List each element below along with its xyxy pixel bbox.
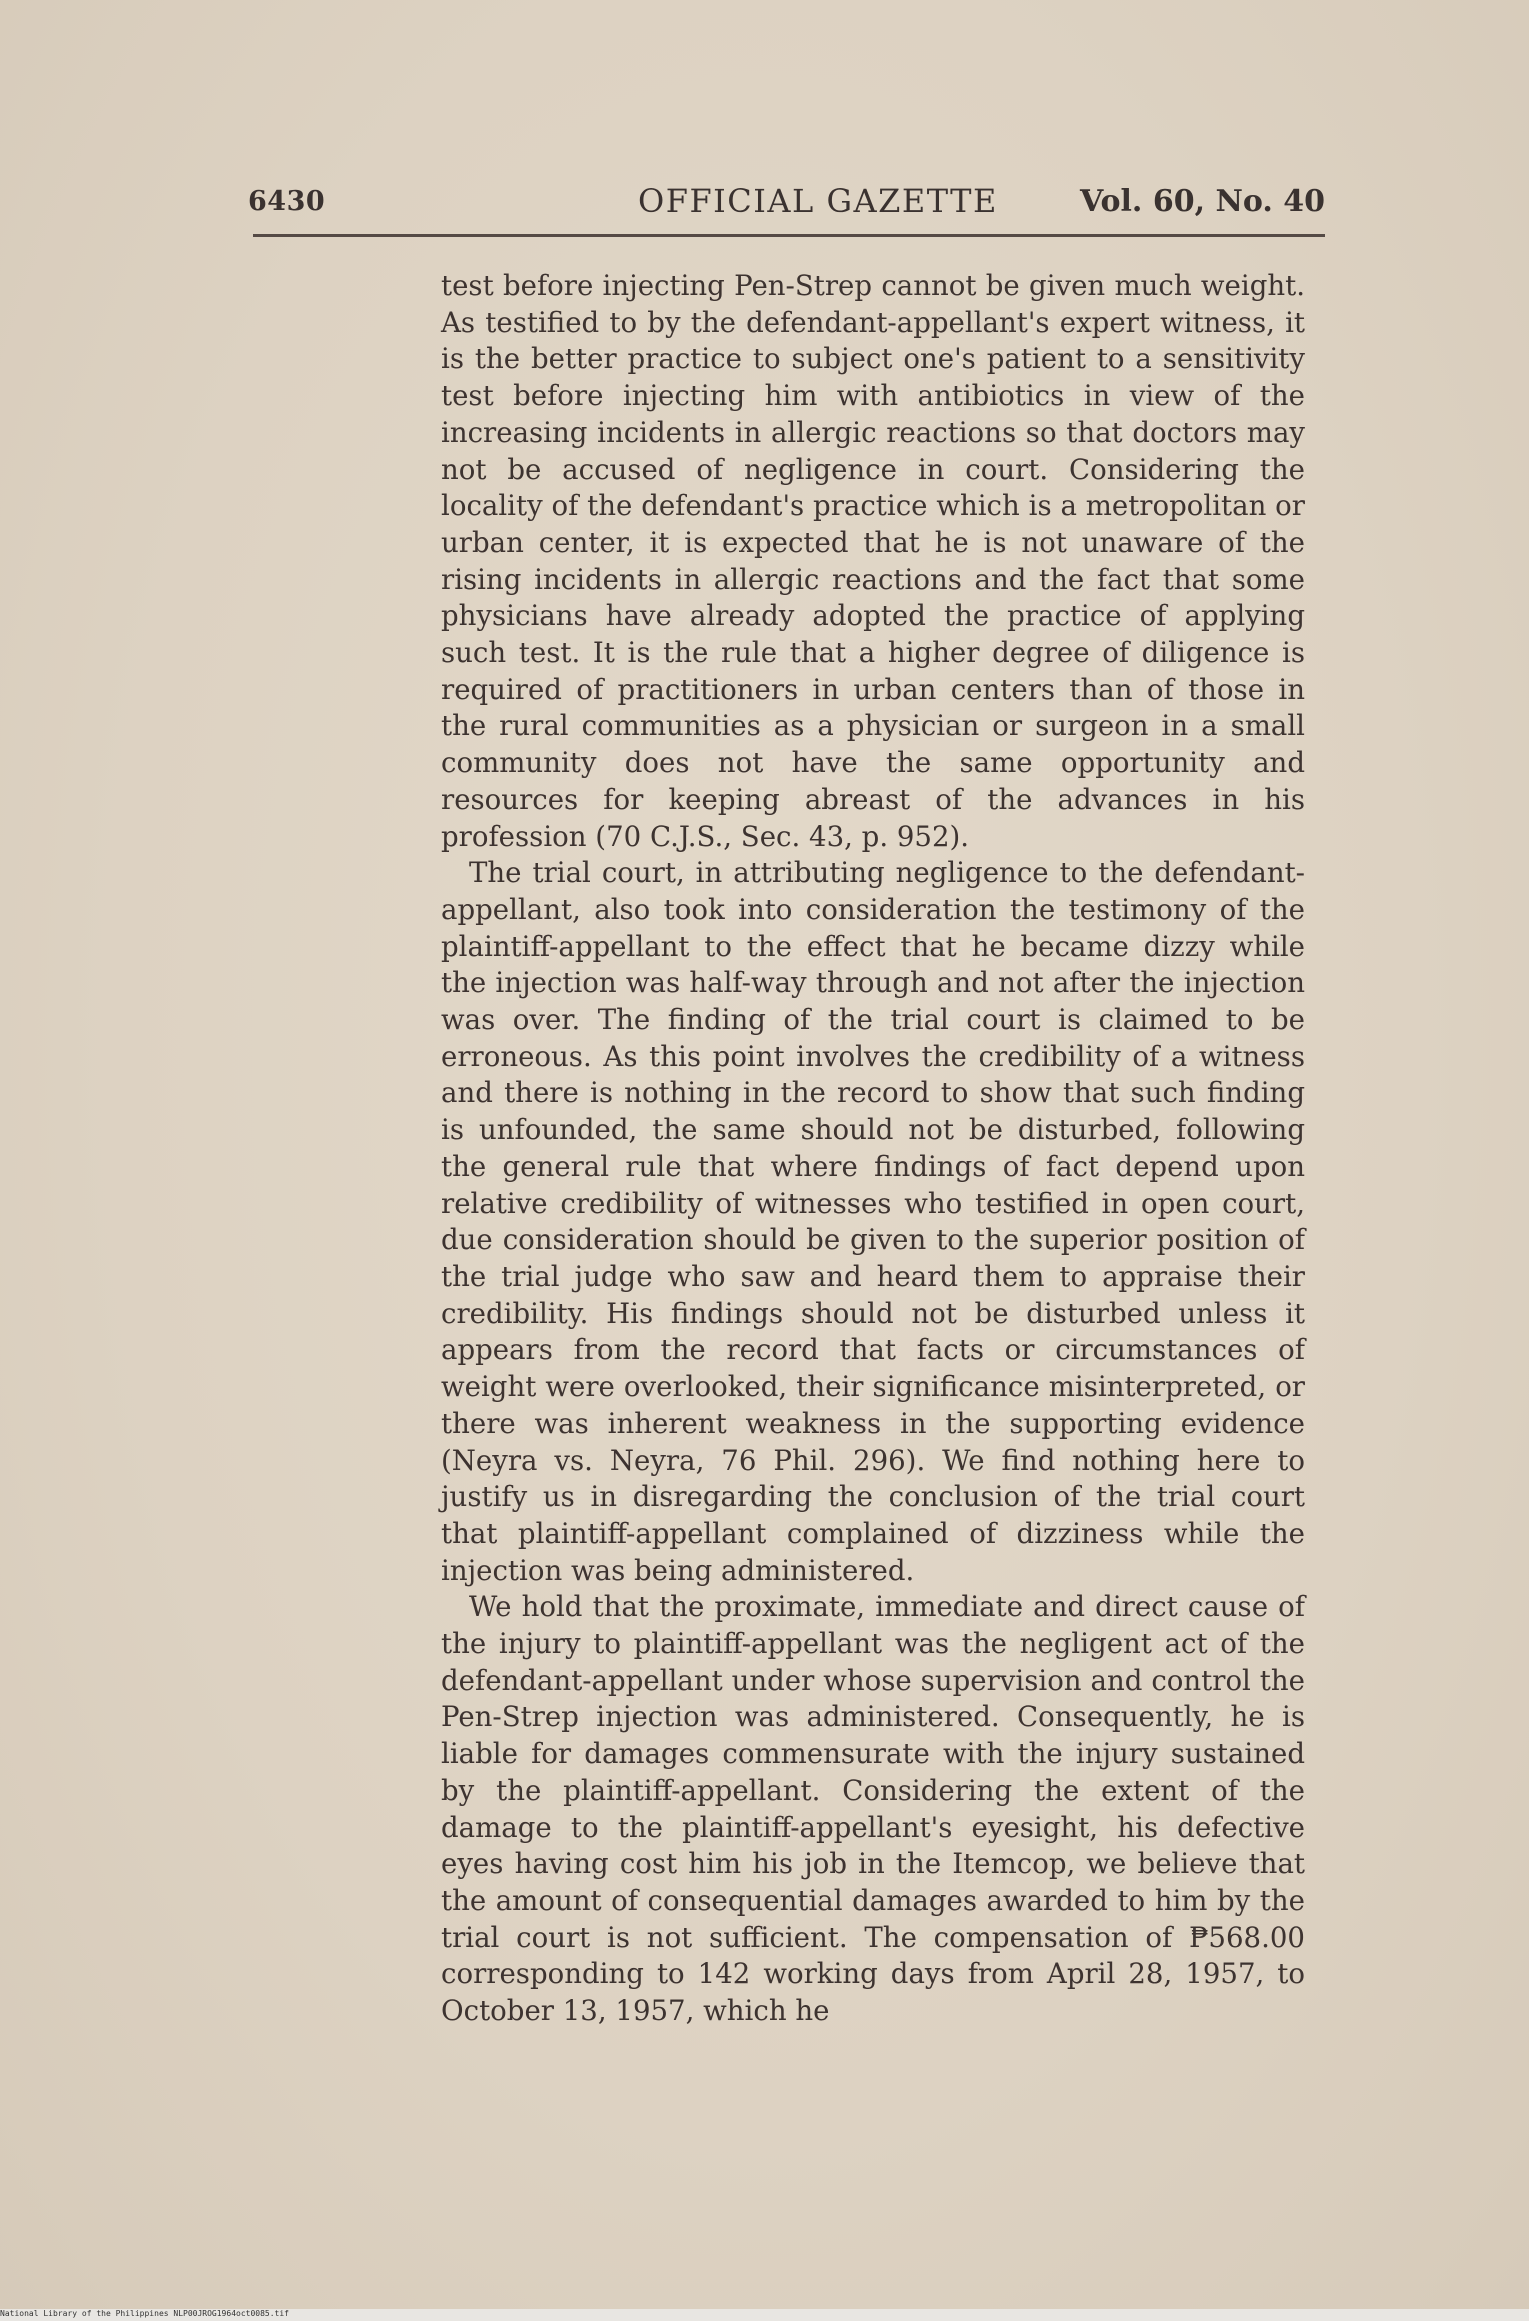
header-rule (253, 234, 1325, 237)
paragraph: We hold that the proximate, immediate and direct cause of the injury to plaintiff-appellant was the negligent act of the defendant-appellant under whose supervision and control the Pen-Strep injection was administered. Consequently, he is liable for damages commensurate with the injury sustained by the plaintiff-appellant. Considering the extent of the damage to the plaintiff-appellant's eyesight, his defective eyes having cost him his job in the Itemcop, we believe that the amount of consequential damages awarded to him by the trial court is not sufficient. The compensation of ₱568.00 corresponding to 142 working days from April 28, 1957, to October 13, 1957, which he (441, 1590, 1305, 2028)
scan-footer: National Library of the Philippines NLP00JROG1964oct0085.tif (0, 2309, 289, 2318)
paragraph-continued: test before injecting Pen-Strep cannot be given much weight. As testified to by the defendant-appellant's expert witness, it is the better practice to subject one's patient to a sensitivity test before injecting him with antibiotics in view of the increasing incidents in allergic reactions so that doctors may not be accused of negligence in court. Considering the locality of the defendant's practice which is a metropolitan or urban center, it is expected that he is not unaware of the rising incidents in allergic reactions and the fact that some physicians have already adopted the practice of applying such test. It is the rule that a higher degree of diligence is required of practitioners in urban centers than of those in the rural communities as a physician or surgeon in a small community does not have the same opportunity and resources for keeping abreast of the advances in his profession (70 C.J.S., Sec. 43, p. 952). (441, 269, 1305, 853)
publication-title: OFFICIAL GAZETTE (638, 182, 998, 220)
paragraph: The trial court, in attributing negligence to the defendant-appellant, also took into consideration the testimony of the plaintiff-appellant to the effect that he became dizzy while the injection was half-way through and not after the injection was over. The finding of the trial court is claimed to be erroneous. As this point involves the credibility of a witness and there is nothing in the record to show that such finding is unfounded, the same should not be disturbed, following the general rule that where findings of fact depend upon relative credibility of witnesses who testified in open court, due consideration should be given to the superior position of the trial judge who saw and heard them to appraise their credibility. His findings should not be disturbed unless it appears from the record that facts or circumstances of weight were overlooked, their significance misinterpreted, or there was inherent weakness in the supporting evidence (Neyra vs. Neyra, 76 Phil. 296). We find nothing here to justify us in disregarding the conclusion of the trial court that plaintiff-appellant complained of dizziness while the injection was being administered. (441, 856, 1305, 1587)
page-header (248, 182, 1325, 230)
page-number: 6430 (248, 186, 326, 217)
body-text (441, 268, 1305, 2030)
volume-info: Vol. 60, No. 40 (1080, 184, 1325, 219)
